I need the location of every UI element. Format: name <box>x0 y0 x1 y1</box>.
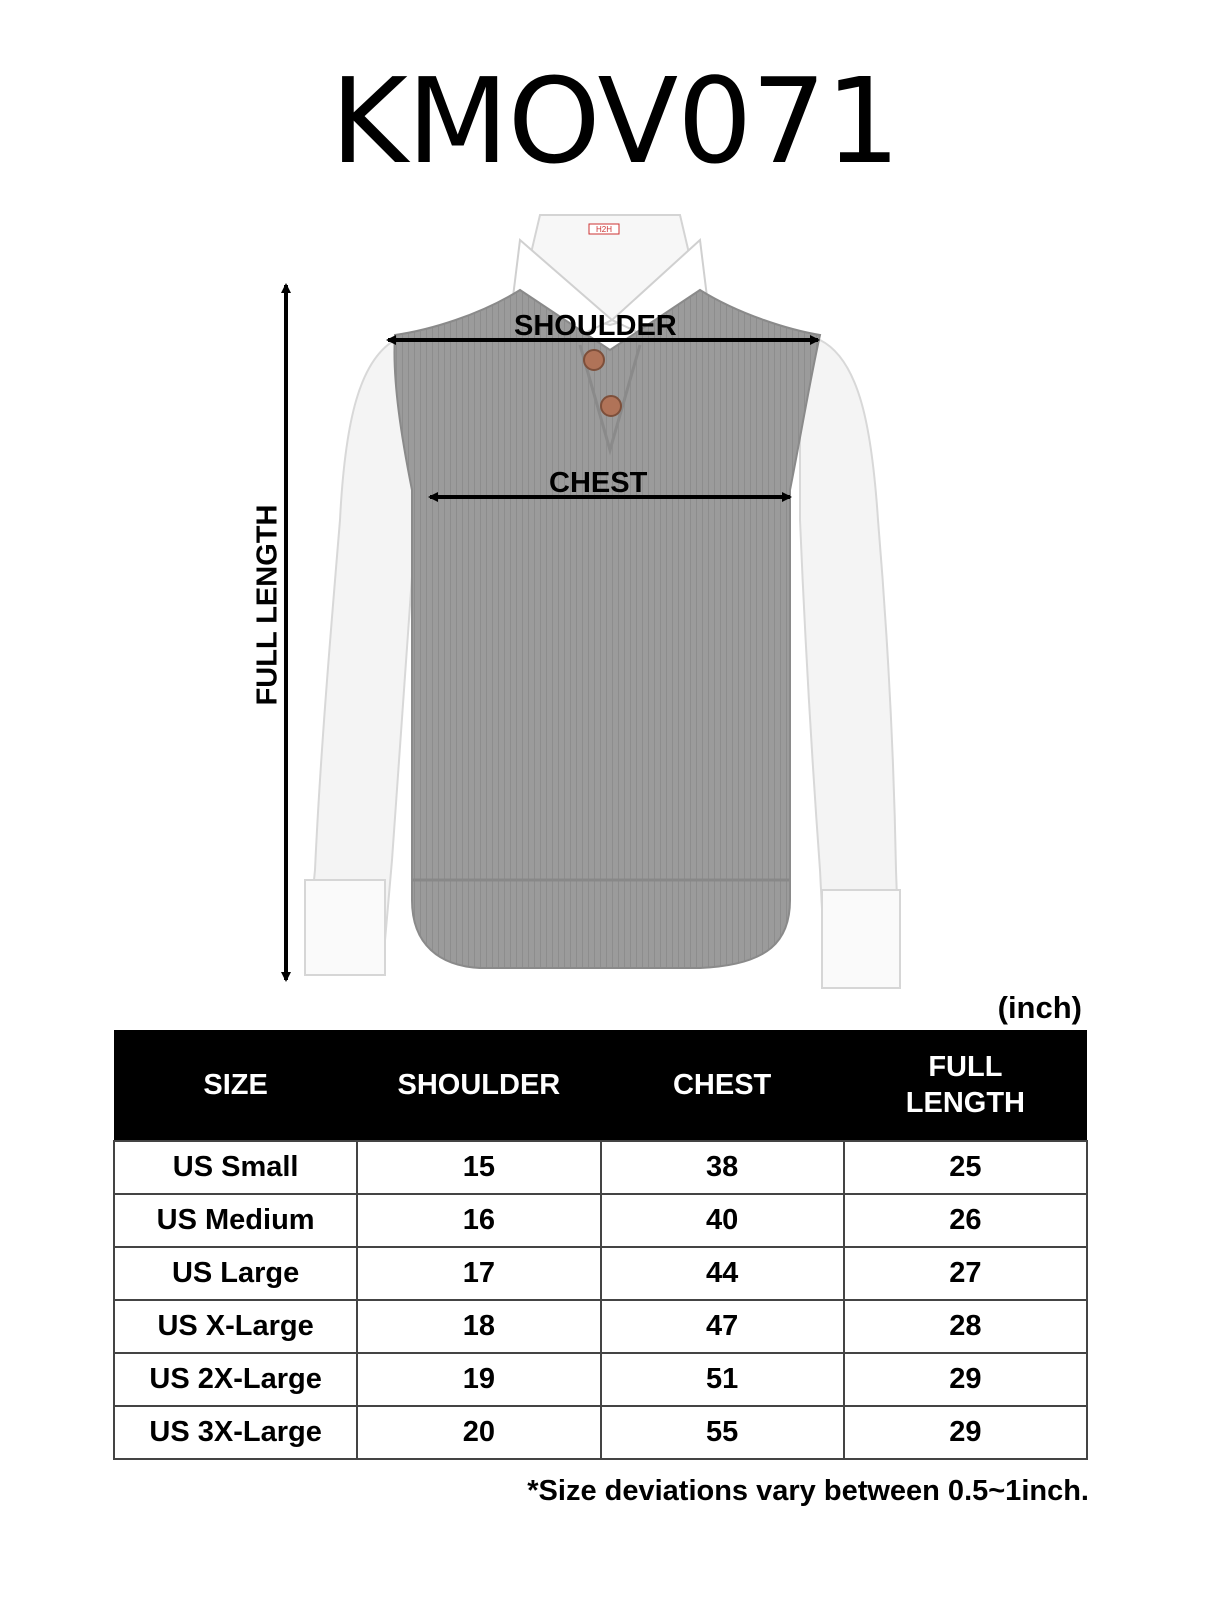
full-length-label: FULL LENGTH <box>251 504 284 706</box>
product-code-title: KMOV071 <box>330 52 900 190</box>
full-length-cell: 27 <box>844 1247 1087 1300</box>
vest-button-bottom <box>601 396 621 416</box>
brand-label <box>589 224 619 234</box>
table-row <box>114 1300 1087 1353</box>
shoulder-cell: 17 <box>357 1247 600 1300</box>
size-cell: US Medium <box>114 1194 357 1247</box>
size-chart-table <box>113 1030 1088 1460</box>
full-length-cell: 26 <box>844 1194 1087 1247</box>
chest-cell: 51 <box>601 1353 844 1406</box>
chest-cell: 40 <box>601 1194 844 1247</box>
shoulder-cell: 18 <box>357 1300 600 1353</box>
shoulder-cell: 20 <box>357 1406 600 1459</box>
table-row <box>114 1353 1087 1406</box>
chest-label: CHEST <box>549 467 648 499</box>
table-row <box>114 1247 1087 1300</box>
size-cell: US 2X-Large <box>114 1353 357 1406</box>
shoulder-cell: 15 <box>357 1141 600 1194</box>
size-cell: US 3X-Large <box>114 1406 357 1459</box>
vest <box>394 290 820 968</box>
full-length-cell: 28 <box>844 1300 1087 1353</box>
brand-label-text: H2H <box>595 225 613 234</box>
table-row <box>114 1194 1087 1247</box>
unit-note: (inch) <box>997 990 1082 1025</box>
chest-cell: 55 <box>601 1406 844 1459</box>
chest-cell: 44 <box>601 1247 844 1300</box>
header-size: SIZE <box>114 1030 357 1141</box>
size-chart-header-row <box>114 1030 1087 1141</box>
full-length-cell: 29 <box>844 1353 1087 1406</box>
full-length-cell: 25 <box>844 1141 1087 1194</box>
table-row <box>114 1141 1087 1194</box>
size-cell: US X-Large <box>114 1300 357 1353</box>
header-full-length: FULL LENGTH <box>844 1030 1087 1141</box>
size-deviation-footnote: *Size deviations vary between 0.5~1inch. <box>527 1475 1089 1507</box>
size-cell: US Small <box>114 1141 357 1194</box>
header-shoulder: SHOULDER <box>357 1030 600 1141</box>
chest-cell: 47 <box>601 1300 844 1353</box>
shoulder-label: SHOULDER <box>514 310 677 342</box>
full-length-cell: 29 <box>844 1406 1087 1459</box>
header-chest: CHEST <box>601 1030 844 1141</box>
chest-cell: 38 <box>601 1141 844 1194</box>
table-row <box>114 1406 1087 1459</box>
vest-button-top <box>584 350 604 370</box>
size-cell: US Large <box>114 1247 357 1300</box>
shoulder-cell: 16 <box>357 1194 600 1247</box>
shoulder-cell: 19 <box>357 1353 600 1406</box>
